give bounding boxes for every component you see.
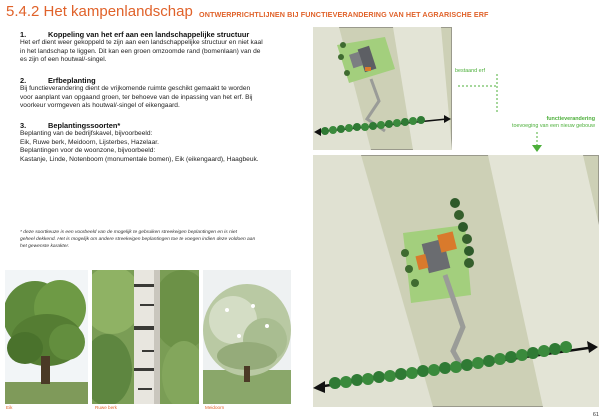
label-existing-yard: bestaand erf — [455, 68, 485, 74]
section-number: 2. — [20, 76, 27, 85]
birch-trunk-photo — [92, 270, 199, 404]
section-title: Koppeling van het erf aan een landschappelijke structuur — [48, 30, 250, 39]
page-number: 61 — [592, 412, 599, 418]
text-line: voor aanplant van opgaand groen, ter behoeve van de inpassing van het erf. Bij — [20, 93, 253, 101]
footnote-line: * deze soortkeuze is een voorbeeld van de mogelijk te gebruiken streekeigen beplantingen en is niet — [20, 230, 237, 235]
text-line: in het landschap te liggen. Dit kan een groen omzoomde rand (bomenlaan) van de — [20, 47, 261, 55]
text-line: Eik, Ruwe berk, Meidoorn, Lijsterbes, Hazelaar. — [20, 138, 159, 146]
farmyard-map-icon — [313, 155, 599, 407]
section-3-heading — [20, 121, 120, 130]
photo-caption: Eik — [6, 405, 13, 410]
label-function-change-sub: toevoeging van een nieuw gebouw — [511, 123, 595, 129]
photo-caption: Ruwe berk — [95, 405, 117, 410]
page-title: 5.4.2 Het kampenlandschap — [6, 3, 193, 20]
dashed-line-icon — [458, 85, 498, 87]
section-title: Erfbeplanting — [48, 76, 96, 85]
text-line: Beplantingen voor de woonzone, bijvoorbeeld: — [20, 147, 156, 155]
birch-trunk-icon — [92, 270, 199, 404]
section-2-body — [20, 85, 310, 111]
text-line: Het erf dient weer gekoppeld te zijn aan een landschappelijke structuur en niet kaal — [20, 39, 263, 46]
oak-tree-photo — [5, 270, 88, 404]
text-line: Beplanting van de bedrijfskavel, bijvoorbeeld: — [20, 130, 153, 137]
section-1-body — [20, 39, 310, 65]
footnote — [20, 229, 290, 250]
section-number: 3. — [20, 121, 27, 130]
section-2-heading — [20, 76, 96, 85]
photo-caption: Meidoorn — [205, 405, 225, 410]
text-line: Kastanje, Linde, Notenboom (monumentale bomen), Eik (eikengaard), Haagbeuk. — [20, 155, 259, 163]
footnote-line: het gewenste karakter. — [20, 244, 70, 249]
page-subtitle: ONTWERPRICHTLIJNEN BIJ FUNCTIEVERANDERING VAN HET AGRARISCHE ERF — [199, 10, 489, 19]
section-title: Beplantingssoorten* — [48, 121, 121, 130]
arrow-down-icon — [531, 132, 543, 154]
text-line: voorkeur vormgeven als houtwal/-singel of eikengaard. — [20, 102, 180, 110]
oak-tree-icon — [5, 270, 88, 404]
function-change-diagram — [313, 155, 599, 407]
hawthorn-tree-icon — [203, 270, 291, 404]
existing-farmyard-diagram — [313, 27, 452, 150]
section-1-heading — [20, 30, 249, 39]
farmyard-map-icon — [313, 27, 452, 150]
section-3-body — [20, 130, 310, 164]
hawthorn-tree-photo — [203, 270, 291, 404]
text-line: es zijn of een houtwal/-singel. — [20, 56, 107, 64]
connector-hline — [458, 74, 498, 92]
footnote-line: geheel dekkend. Het is mogelijk om andere streekeigen beplantingen toe te voegen indien deze voldoen aan — [20, 237, 256, 242]
label-function-change: functieverandering — [546, 116, 595, 122]
text-line: Bij functieverandering dient de vrijkomende ruimte geschikt gemaakt te worden — [20, 85, 251, 92]
section-number: 1. — [20, 30, 27, 39]
